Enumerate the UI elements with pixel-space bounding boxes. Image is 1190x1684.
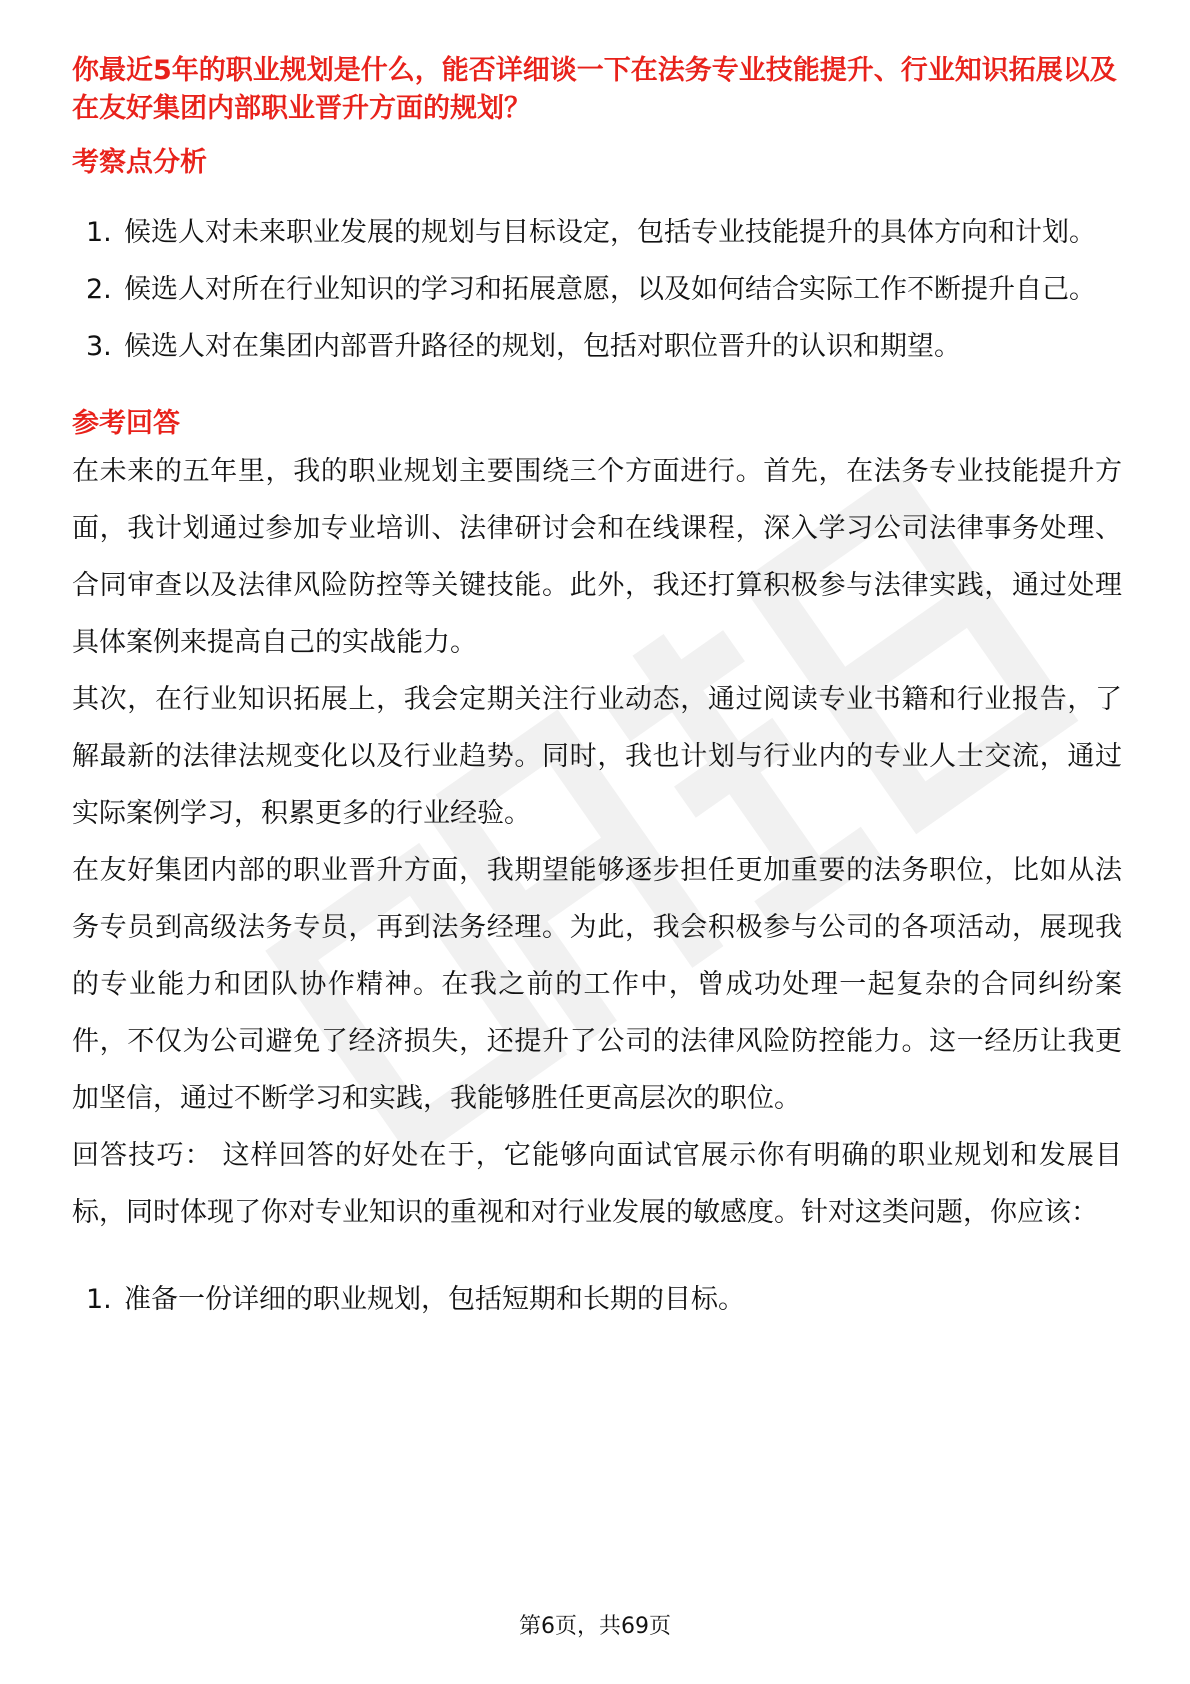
list-item [72, 318, 1122, 375]
list-item-text: 候选人对在集团内部晋升路径的规划，包括对职位晋升的认识和期望。 [124, 331, 961, 362]
analysis-heading: 考察点分析 [72, 147, 207, 178]
list-item [72, 204, 1122, 261]
list-item-number: 2. [86, 274, 112, 305]
question-title: 你最近5年的职业规划是什么，能否详细谈一下在法务专业技能提升、行业知识拓展以及在友好集团内部职业晋升方面的规划？ [72, 55, 1117, 124]
document-content [72, 52, 1122, 1328]
list-item-number: 1. [86, 217, 112, 248]
list-item [72, 1271, 1122, 1328]
list-item [72, 261, 1122, 318]
list-item-text: 准备一份详细的职业规划，包括短期和长期的目标。 [124, 1284, 745, 1315]
list-item-number: 1. [86, 1284, 112, 1315]
answer-paragraph: 其次，在行业知识拓展上，我会定期关注行业动态，通过阅读专业书籍和行业报告，了解最新的法律法规变化以及行业趋势。同时，我也计划与行业内的专业人士交流，通过实际案例学习，积累更多的行业经验。 [72, 684, 1122, 829]
page-footer: 第6页，共69页 [519, 1614, 671, 1639]
list-item-number: 3. [86, 331, 112, 362]
tips-list [72, 1271, 1122, 1328]
answer-paragraph: 在友好集团内部的职业晋升方面，我期望能够逐步担任更加重要的法务职位，比如从法务专员到高级法务专员，再到法务经理。为此，我会积极参与公司的各项活动，展现我的专业能力和团队协作精神。在我之前的工作中，曾成功处理一起复杂的合同纠纷案件，不仅为公司避免了经济损失，还提升了公司的法律风险防控能力。这一经历让我更加坚信，通过不断学习和实践，我能够胜任更高层次的职位。 [72, 855, 1122, 1114]
answer-paragraph: 在未来的五年里，我的职业规划主要围绕三个方面进行。首先，在法务专业技能提升方面，我计划通过参加专业培训、法律研讨会和在线课程，深入学习公司法律事务处理、合同审查以及法律风险防控等关键技能。此外，我还打算积极参与法律实践，通过处理具体案例来提高自己的实战能力。 [72, 456, 1122, 658]
answer-heading: 参考回答 [72, 408, 180, 439]
answer-tips: 回答技巧： 这样回答的好处在于，它能够向面试官展示你有明确的职业规划和发展目标，同时体现了你对专业知识的重视和对行业发展的敏感度。针对这类问题，你应该： [72, 1140, 1122, 1228]
analysis-list [72, 204, 1122, 375]
list-item-text: 候选人对所在行业知识的学习和拓展意愿，以及如何结合实际工作不断提升自己。 [124, 274, 1096, 305]
list-item-text: 候选人对未来职业发展的规划与目标设定，包括专业技能提升的具体方向和计划。 [124, 217, 1096, 248]
